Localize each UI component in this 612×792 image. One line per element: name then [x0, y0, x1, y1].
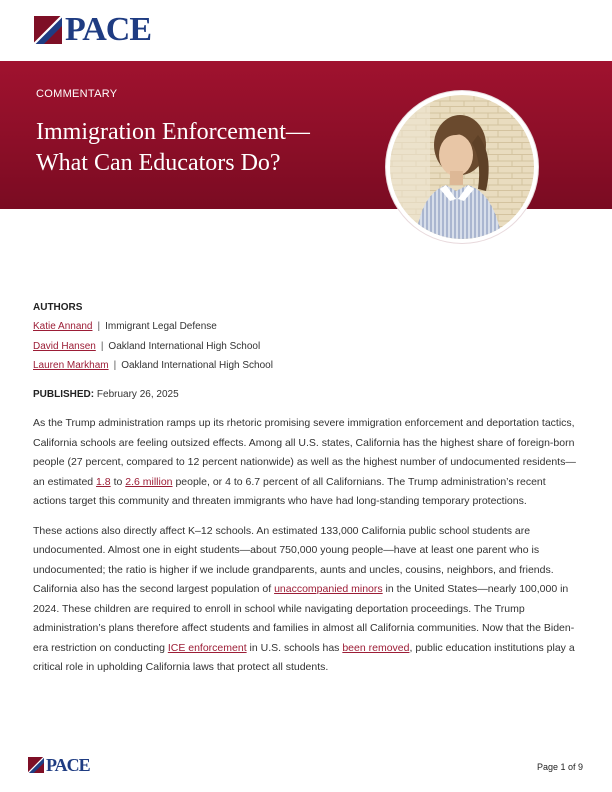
author-affiliation: Oakland International High School	[108, 340, 261, 352]
published-date: February 26, 2025	[96, 388, 179, 400]
body-paragraph-2	[33, 522, 581, 678]
pace-logo-mark-icon	[34, 16, 62, 44]
body-paragraph-1	[33, 414, 581, 512]
pace-logo-text: PACE	[65, 11, 152, 48]
separator: |	[97, 321, 101, 332]
link-ice-enforcement[interactable]: ICE enforcement	[167, 641, 247, 654]
author-link[interactable]: Lauren Markham	[33, 360, 109, 371]
page-title-line-2: What Can Educators Do?	[36, 150, 281, 176]
author-link[interactable]: David Hansen	[33, 340, 96, 352]
footer-pace-logo[interactable]	[28, 757, 90, 773]
author-row	[33, 337, 581, 357]
link-2-6-million[interactable]: 2.6 million	[125, 475, 173, 488]
footer-logo-text: PACE	[46, 755, 90, 775]
pace-logo[interactable]	[34, 11, 152, 48]
page-title	[36, 117, 376, 179]
article-content	[33, 297, 581, 678]
student-photo-illustration	[390, 95, 534, 239]
pace-logo-mark-icon	[28, 757, 44, 773]
paragraph-text: These actions also directly affect K–12 schools. An estimated 133,000 California public school students are undocumented. Almost one in eight students—about 750,000 young people—have at least one parent who is undocumented; the ratio is higher if we include grandparents, aunts and uncles, cousins, neighbors, and friends. California also has the second largest population of	[33, 524, 554, 595]
paragraph-text: in the United States—nearly 100,000 in 2024. These children are required to enroll in school while navigating deportation proceedings. The Trump administration’s plans therefore affect students and families in almost all California communities. Now that the Biden-era restriction on conducting	[33, 583, 575, 654]
author-affiliation: Oakland International High School	[121, 360, 273, 371]
hero-photo	[386, 91, 538, 243]
page-number: Page 1 of 9	[536, 762, 583, 772]
article-type-label: COMMENTARY	[36, 88, 118, 100]
separator: |	[113, 360, 117, 371]
author-row	[33, 356, 581, 376]
paragraph-text: , public education institutions play a critical role in upholding California laws that protect all students.	[33, 641, 575, 673]
link-been-removed[interactable]: been removed	[342, 641, 410, 654]
published-line	[33, 385, 581, 405]
page-title-line-1: Immigration Enforcement—	[36, 119, 310, 145]
link-1-8[interactable]: 1.8	[96, 475, 111, 488]
paragraph-text: people, or 4 to 6.7 percent of all Californians. The Trump administration’s recent actions target this community and threaten immigrants who have had long-standing temporary protections.	[33, 475, 546, 507]
link-unaccompanied-minors[interactable]: unaccompanied minors	[274, 583, 383, 595]
separator: |	[100, 340, 104, 352]
author-row	[33, 317, 581, 337]
authors-heading: AUTHORS	[33, 302, 83, 313]
paragraph-text: in U.S. schools has	[246, 641, 343, 654]
paragraph-text: As the Trump administration ramps up its rhetoric promising severe immigration enforcement and deportation tactics, California schools are feeling outsized effects. Among all U.S. states, California has the highest share of foreign-born people (27 percent, compared to 12 percent nationwide) as well as the highest number of undocumented residents—an estimated	[33, 417, 576, 488]
published-label: PUBLISHED:	[33, 388, 95, 400]
paragraph-text: to	[110, 475, 126, 488]
author-affiliation: Immigrant Legal Defense	[105, 321, 217, 332]
author-link[interactable]: Katie Annand	[33, 321, 93, 332]
